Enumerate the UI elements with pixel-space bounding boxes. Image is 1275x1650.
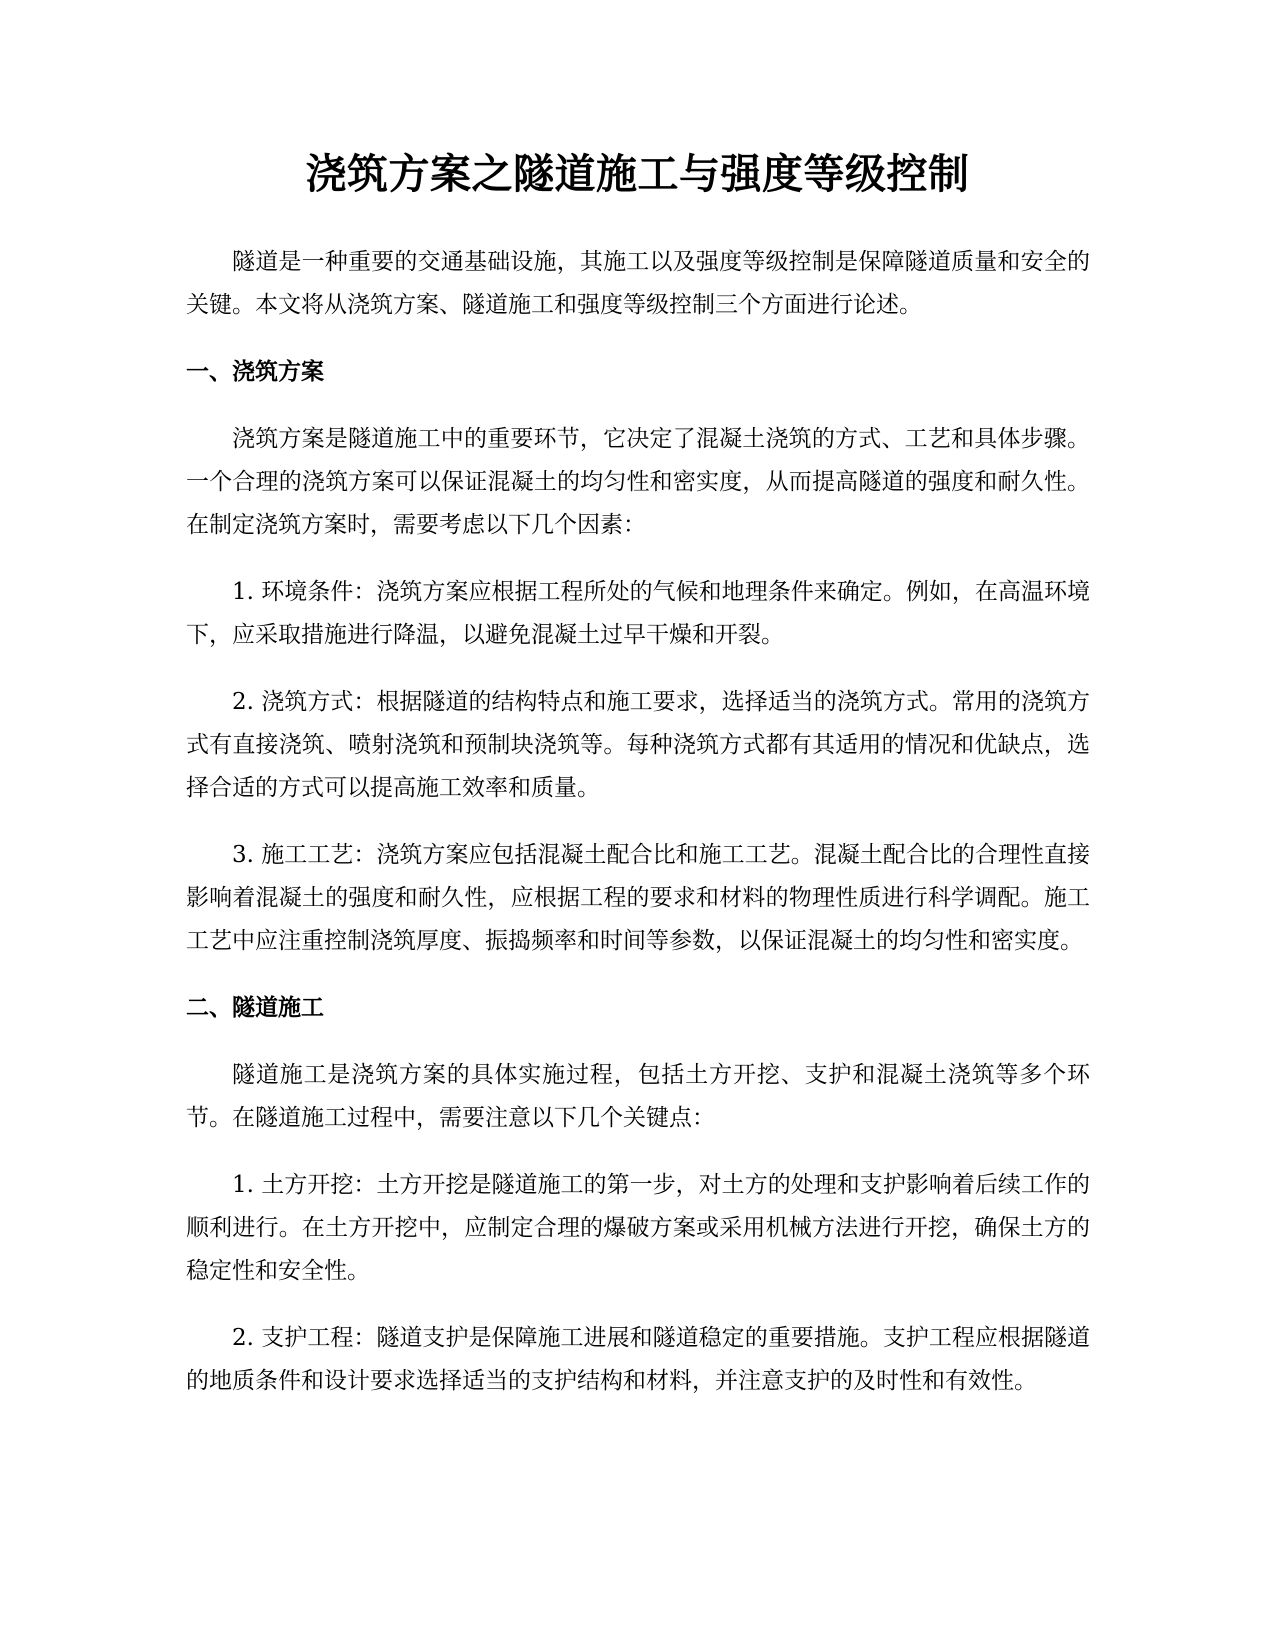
list-paragraph: 3. 施工工艺：浇筑方案应包括混凝土配合比和施工工艺。混凝土配合比的合理性直接影响着混凝土的强度和耐久性，应根据工程的要求和材料的物理性质进行科学调配。施工工艺中应注重控制浇筑厚度、振捣频率和时间等参数，以保证混凝土的均匀性和密实度。 [186,842,1090,954]
body-paragraph: 隧道施工是浇筑方案的具体实施过程，包括土方开挖、支护和混凝土浇筑等多个环节。在隧道施工过程中，需要注意以下几个关键点： [186,1062,1090,1131]
document-body [186,241,1090,1427]
document-title: 浇筑方案之隧道施工与强度等级控制 [305,150,970,198]
list-paragraph: 2. 浇筑方式：根据隧道的结构特点和施工要求，选择适当的浇筑方式。常用的浇筑方式有直接浇筑、喷射浇筑和预制块浇筑等。每种浇筑方式都有其适用的情况和优缺点，选择合适的方式可以提高施工效率和质量。 [186,689,1090,801]
intro-paragraph: 隧道是一种重要的交通基础设施，其施工以及强度等级控制是保障隧道质量和安全的关键。本文将从浇筑方案、隧道施工和强度等级控制三个方面进行论述。 [186,249,1090,318]
list-paragraph: 1. 环境条件：浇筑方案应根据工程所处的气候和地理条件来确定。例如，在高温环境下，应采取措施进行降温，以避免混凝土过早干燥和开裂。 [186,579,1090,648]
section-heading: 一、浇筑方案 [186,359,324,385]
list-paragraph: 1. 土方开挖：土方开挖是隧道施工的第一步，对土方的处理和支护影响着后续工作的顺利进行。在土方开挖中，应制定合理的爆破方案或采用机械方法进行开挖，确保土方的稳定性和安全性。 [186,1172,1090,1284]
section-heading: 二、隧道施工 [186,995,324,1021]
section-pouring-plan [186,351,1090,963]
list-paragraph: 2. 支护工程：隧道支护是保障施工进展和隧道稳定的重要措施。支护工程应根据隧道的地质条件和设计要求选择适当的支护结构和材料，并注意支护的及时性和有效性。 [186,1325,1090,1394]
body-paragraph: 浇筑方案是隧道施工中的重要环节，它决定了混凝土浇筑的方式、工艺和具体步骤。一个合理的浇筑方案可以保证混凝土的均匀性和密实度，从而提高隧道的强度和耐久性。在制定浇筑方案时，需要考虑以下几个因素： [186,426,1090,538]
section-tunnel-construction [186,987,1090,1403]
